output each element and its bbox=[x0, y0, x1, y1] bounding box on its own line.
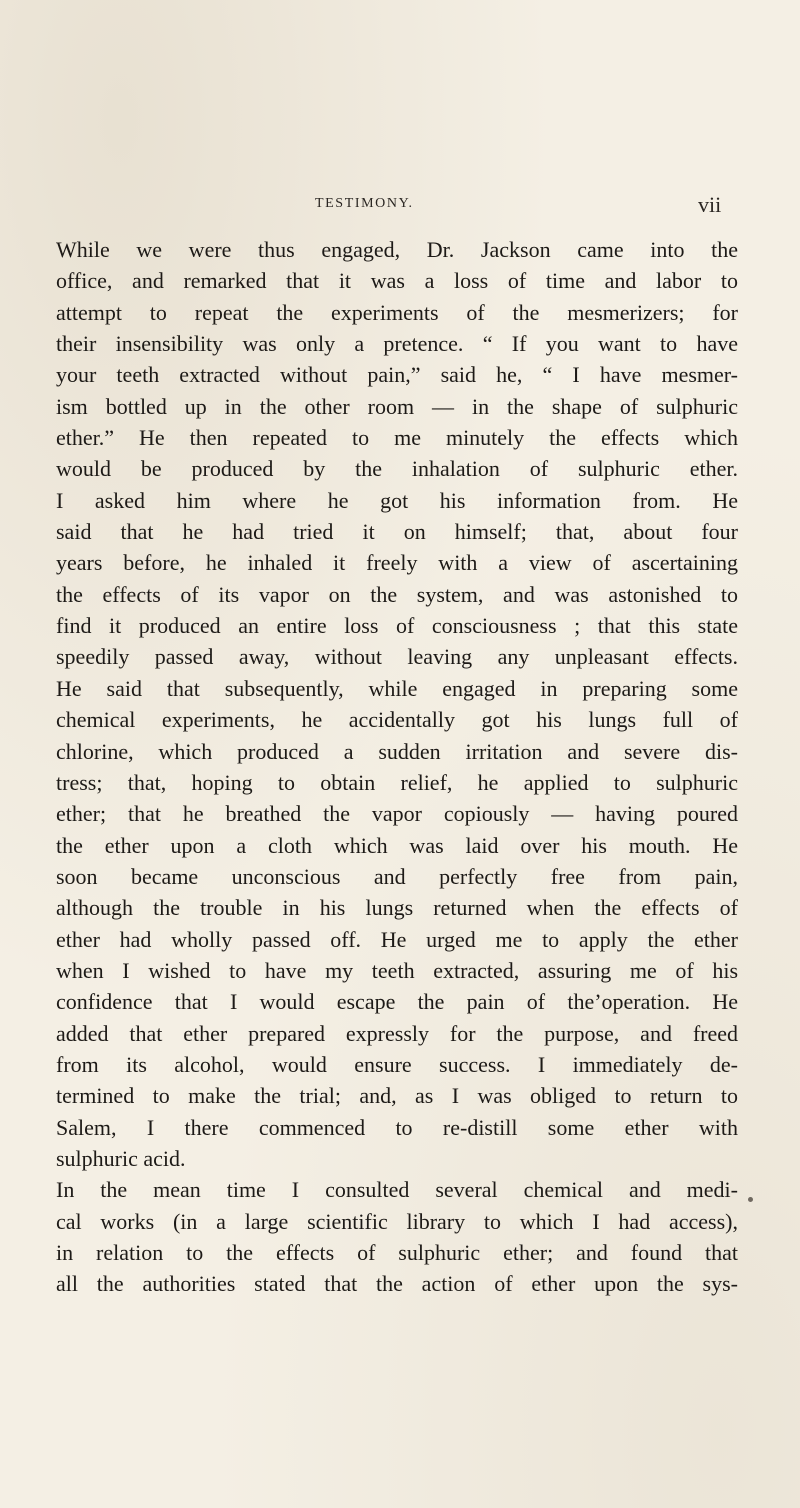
text-line: ether; that he breathed the vapor copiously — having poured bbox=[56, 801, 738, 827]
text-line: the effects of its vapor on the system, and was astonished to bbox=[56, 581, 738, 607]
text-line: ether had wholly passed off. He urged me to apply the ether bbox=[56, 926, 738, 952]
text-line: speedily passed away, without leaving any unpleasant effects. bbox=[56, 644, 738, 670]
text-line: In the mean time I consulted several chemical and medi- bbox=[56, 1177, 738, 1203]
text-line: chlorine, which produced a sudden irritation and severe dis- bbox=[56, 738, 738, 764]
text-line: I asked him where he got his information from. He bbox=[56, 487, 738, 513]
text-line: said that he had tried it on himself; that, about four bbox=[56, 519, 738, 545]
text-line: ism bottled up in the other room — in the shape of sulphuric bbox=[56, 393, 738, 419]
text-line: ether.” He then repeated to me minutely the effects which bbox=[56, 425, 738, 451]
text-line: soon became unconscious and perfectly free from pain, bbox=[56, 863, 738, 889]
text-line: added that ether prepared expressly for the purpose, and freed bbox=[56, 1020, 738, 1046]
text-line: find it produced an entire loss of consciousness ; that this state bbox=[56, 613, 738, 639]
text-line: in relation to the effects of sulphuric ether; and found that bbox=[56, 1240, 738, 1265]
text-line: He said that subsequently, while engaged in preparing some bbox=[56, 675, 738, 701]
running-head bbox=[0, 192, 800, 218]
text-line: attempt to repeat the experiments of the mesmerizers; for bbox=[56, 299, 738, 325]
text-line: their insensibility was only a pretence. “ If you want to have bbox=[56, 331, 738, 357]
text-line: the ether upon a cloth which was laid over his mouth. He bbox=[56, 832, 738, 858]
body-text bbox=[56, 234, 738, 1300]
text-line: years before, he inhaled it freely with a view of ascertaining bbox=[56, 550, 738, 576]
text-line: would be produced by the inhalation of sulphuric ether. bbox=[56, 456, 738, 482]
text-line: tress; that, hoping to obtain relief, he applied to sulphuric bbox=[56, 769, 738, 795]
text-line: although the trouble in his lungs returned when the effects of bbox=[56, 895, 738, 921]
text-line: sulphuric acid. bbox=[56, 1145, 186, 1171]
text-line: termined to make the trial; and, as I was obliged to return to bbox=[56, 1083, 738, 1109]
page-number: vii bbox=[698, 192, 722, 217]
text-line: your teeth extracted without pain,” said he, “ I have mesmer- bbox=[56, 362, 738, 388]
text-line: While we were thus engaged, Dr. Jackson came into the bbox=[56, 237, 738, 262]
text-line: office, and remarked that it was a loss of time and labor to bbox=[56, 268, 738, 294]
text-line: when I wished to have my teeth extracted, assuring me of his bbox=[56, 957, 738, 983]
text-line: all the authorities stated that the action of ether upon the sys- bbox=[56, 1271, 738, 1297]
text-line: chemical experiments, he accidentally got his lungs full of bbox=[56, 707, 738, 733]
running-head-title: TESTIMONY. bbox=[315, 196, 414, 211]
text-line: confidence that I would escape the pain of the’operation. He bbox=[56, 989, 738, 1015]
text-line: from its alcohol, would ensure success. I immediately de- bbox=[56, 1051, 738, 1077]
text-line: Salem, I there commenced to re-distill some ether with bbox=[56, 1114, 738, 1140]
ink-speck bbox=[748, 1197, 753, 1202]
text-line: cal works (in a large scientific library to which I had access), bbox=[56, 1208, 738, 1234]
